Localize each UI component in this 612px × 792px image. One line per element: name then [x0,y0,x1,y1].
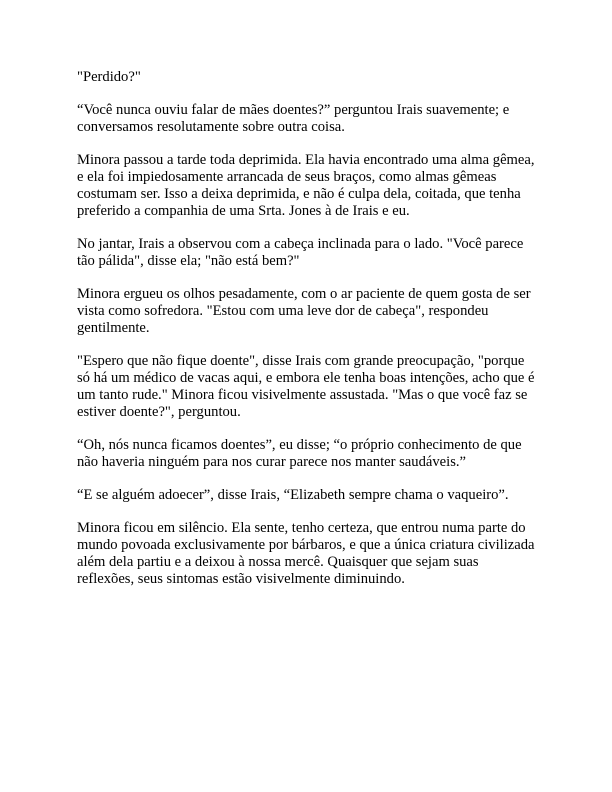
paragraph-6: "Espero que não fique doente", disse Irais com grande preocupação, "porque só há um médico de vacas aqui, e embora ele tenha boas intenções, acho que é um tanto rude." Minora ficou visivelmente assustada. "Mas o que você faz se estiver doente?", perguntou. [77,353,535,420]
paragraph-2: “Você nunca ouviu falar de mães doentes?” perguntou Irais suavemente; e conversamos resolutamente sobre outra coisa. [77,102,510,135]
paragraph-5: Minora ergueu os olhos pesadamente, com o ar paciente de quem gosta de ser vista como sofredora. "Estou com uma leve dor de cabeça", respondeu gentilmente. [77,286,531,336]
paragraph-7: “Oh, nós nunca ficamos doentes”, eu disse; “o próprio conhecimento de que não haveria ninguém para nos curar parece nos manter saudáveis.” [77,437,522,470]
document-page [77,69,539,604]
paragraph-8: “E se alguém adoecer”, disse Irais, “Elizabeth sempre chama o vaqueiro”. [77,487,509,503]
paragraph-4: No jantar, Irais a observou com a cabeça inclinada para o lado. "Você parece tão pálida", disse ela; "não está bem?" [77,236,524,269]
paragraph-1: "Perdido?" [77,69,141,85]
paragraph-9: Minora ficou em silêncio. Ela sente, tenho certeza, que entrou numa parte do mundo povoada exclusivamente por bárbaros, e que a única criatura civilizada além dela partiu e a deixou à nossa mercê. Quaisquer que sejam suas reflexões, seus sintomas estão visivelmente diminuindo. [77,520,535,587]
paragraph-3: Minora passou a tarde toda deprimida. Ela havia encontrado uma alma gêmea, e ela foi impiedosamente arrancada de seus braços, como almas gêmeas costumam ser. Isso a deixa deprimida, e não é culpa dela, coitada, que tenha preferido a companhia de uma Srta. Jones à de Irais e eu. [77,152,535,219]
